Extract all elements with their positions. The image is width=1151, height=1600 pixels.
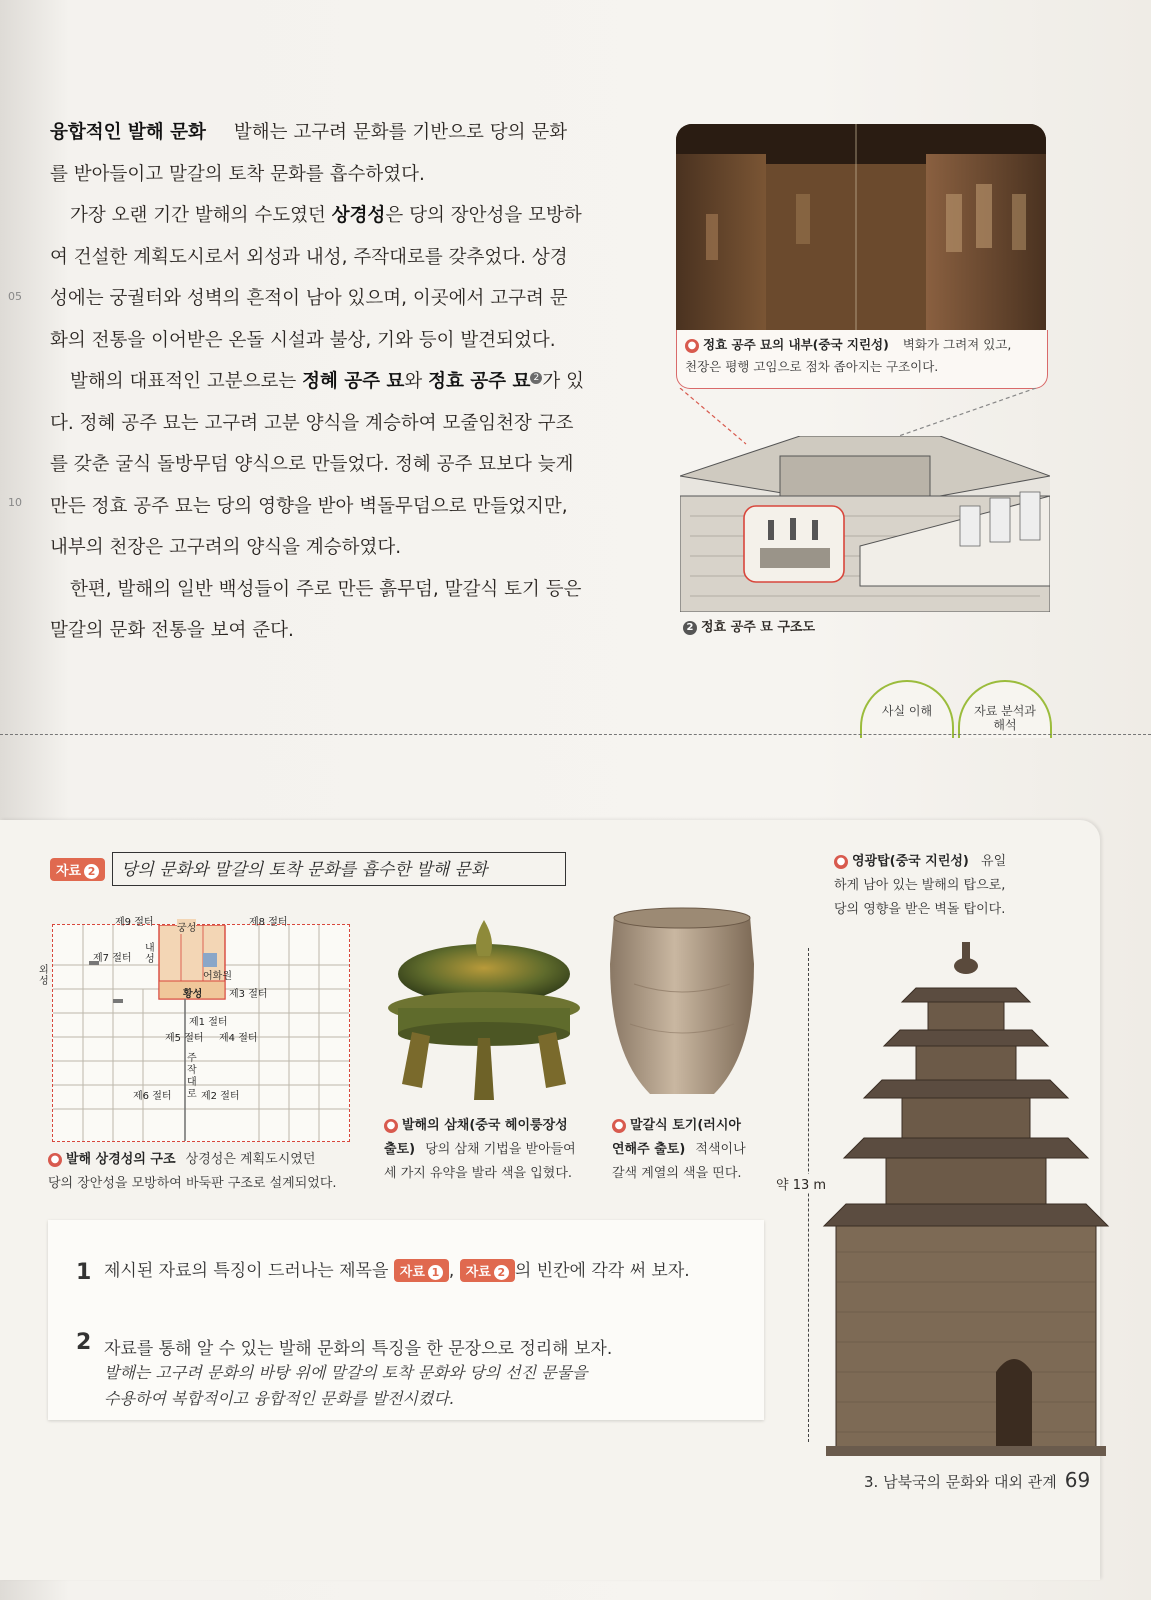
chapter-title: 3. 남북국의 문화와 대외 관계	[864, 1473, 1057, 1491]
paragraph-line: 내부의 천장은 고구려의 양식을 계승하였다.	[50, 537, 402, 558]
tomb-interior-photo	[676, 124, 1046, 330]
keyword-sanggyeongseong: 상경성	[331, 205, 386, 226]
material2-tag: 자료 2	[50, 858, 105, 881]
map-caption: ● 발해 상경성의 구조 상경성은 계획도시였던 당의 장안성을 모방하여 바둑판 구조로 설계되었다.	[48, 1152, 337, 1191]
section-divider	[0, 734, 1151, 735]
tomb-structure-diagram	[680, 436, 1050, 612]
tomb-structure-caption: 2 정효 공주 묘 구조도	[683, 616, 815, 635]
paragraph-line: 한편, 발해의 일반 백성들이 주로 만든 흙무덤, 말갈식 토기 등은	[70, 578, 582, 600]
footnote-marker: 2	[530, 372, 542, 384]
photo-marker-icon: ●	[834, 855, 848, 869]
photo-marker-icon: ●	[612, 1119, 626, 1133]
keyword-jeonghye-tomb: 정혜 공주 묘	[302, 371, 405, 392]
paragraph-line: 를 받아들이고 말갈의 토착 문화를 흡수하였다.	[50, 163, 425, 185]
paragraph-line: 융합적인 발해 문화 발해는 고구려 문화를 기반으로 당의 문화	[50, 122, 568, 143]
question-1-text: 제시된 자료의 특징이 드러나는 제목을 자료 1 , 자료 2 의 빈칸에 각각 써 보자.	[104, 1261, 690, 1281]
paragraph-line: 여 건설한 계획도시로서 외성과 내성, 주작대로를 갖추었다. 상경	[50, 246, 568, 268]
sanggyeong-city-map: 제9 절터 궁성 제8 절터 제7 절터 내성 어화원 외성 황성 제3 절터 제1 절터 제5 절터 제4 절터 주작대로 제6 절터 제2 절터	[52, 924, 350, 1142]
line-number: 05	[8, 290, 22, 303]
paragraph-line: 성에는 궁궐터와 성벽의 흔적이 남아 있으며, 이곳에서 고구려 문	[50, 288, 568, 309]
photo-marker-icon: ●	[685, 339, 699, 353]
tab-fact-understanding[interactable]: 사실 이해	[860, 680, 954, 738]
paragraph-line: 발해의 대표적인 고분으로는 정혜 공주 묘와 정효 공주 묘 2 가 있	[70, 371, 584, 392]
keyword-jeonghyo-tomb: 정효 공주 묘	[428, 371, 531, 392]
material2-tag-inline: 자료 2	[460, 1259, 515, 1282]
burner-caption: ● 발해의 삼채(중국 헤이룽장성 출토) 당의 삼채 기법을 받아들여 세 가지 유약을 발라 색을 입혔다.	[384, 1118, 576, 1181]
photo-marker-icon: ●	[48, 1153, 62, 1167]
material1-tag: 자료 1	[394, 1259, 449, 1282]
jar-caption: ● 말갈식 토기(러시아 연해주 출토) 적색이나 갈색 계열의 색을 띤다.	[612, 1118, 746, 1181]
paragraph-line: 만든 정효 공주 묘는 당의 영향을 받아 벽돌무덤으로 만들었지만,	[50, 495, 568, 517]
tab-data-analysis[interactable]: 자료 분석과 해석	[958, 680, 1052, 738]
pagoda-caption: ● 영광탑(중국 지린성) 유일 하게 남아 있는 발해의 탑으로, 당의 영향을 받은 벽돌 탑이다.	[834, 854, 1007, 917]
paragraph-line: 가장 오랜 기간 발해의 수도였던 상경성은 당의 장안성을 모방하	[70, 205, 582, 226]
paragraph-line: 를 갖춘 굴식 돌방무덤 양식으로 만들었다. 정혜 공주 묘보다 늦게	[50, 454, 574, 475]
question-number: 1	[76, 1260, 92, 1285]
tomb-interior-caption: ● 정효 공주 묘의 내부(중국 지린성) 벽화가 그려져 있고, 천장은 평행 고임으로 점차 좁아지는 구조이다.	[676, 330, 1048, 389]
body-text	[50, 112, 650, 652]
malgal-pottery-image	[604, 904, 760, 1104]
tricolor-incense-burner-image	[378, 912, 590, 1112]
answer-line-2[interactable]: 수용하여 복합적이고 융합적인 문화를 발전시켰다.	[104, 1389, 455, 1408]
mural-figures	[676, 124, 1046, 330]
page-footer	[864, 1468, 1090, 1492]
line-number: 10	[8, 496, 22, 509]
yeonggwang-pagoda-image	[816, 942, 1116, 1456]
diagram-marker-icon: 2	[683, 621, 697, 635]
photo-marker-icon: ●	[384, 1119, 398, 1133]
question-number: 2	[76, 1330, 92, 1355]
pagoda-height-label: 약 13 m	[776, 1174, 826, 1193]
question-box	[48, 1220, 764, 1420]
height-dimension-line	[808, 948, 810, 1442]
section-heading: 융합적인 발해 문화	[50, 122, 206, 143]
answer-line-1[interactable]: 발해는 고구려 문화의 바탕 위에 말갈의 토착 문화와 당의 선진 문물을	[104, 1363, 588, 1382]
paragraph-line: 다. 정혜 공주 묘는 고구려 고분 양식을 계승하여 모줄임천장 구조	[50, 412, 574, 434]
page-number: 69	[1064, 1468, 1091, 1492]
handwritten-title-box[interactable]: 당의 문화와 말갈의 토착 문화를 흡수한 발해 문화	[112, 852, 566, 886]
question-2-text: 자료를 통해 알 수 있는 발해 문화의 특징을 한 문장으로 정리해 보자.	[104, 1339, 613, 1359]
paragraph-line: 말갈의 문화 전통을 보여 준다.	[50, 620, 294, 641]
paragraph-line: 화의 전통을 이어받은 온돌 시설과 불상, 기와 등이 발견되었다.	[50, 329, 556, 351]
